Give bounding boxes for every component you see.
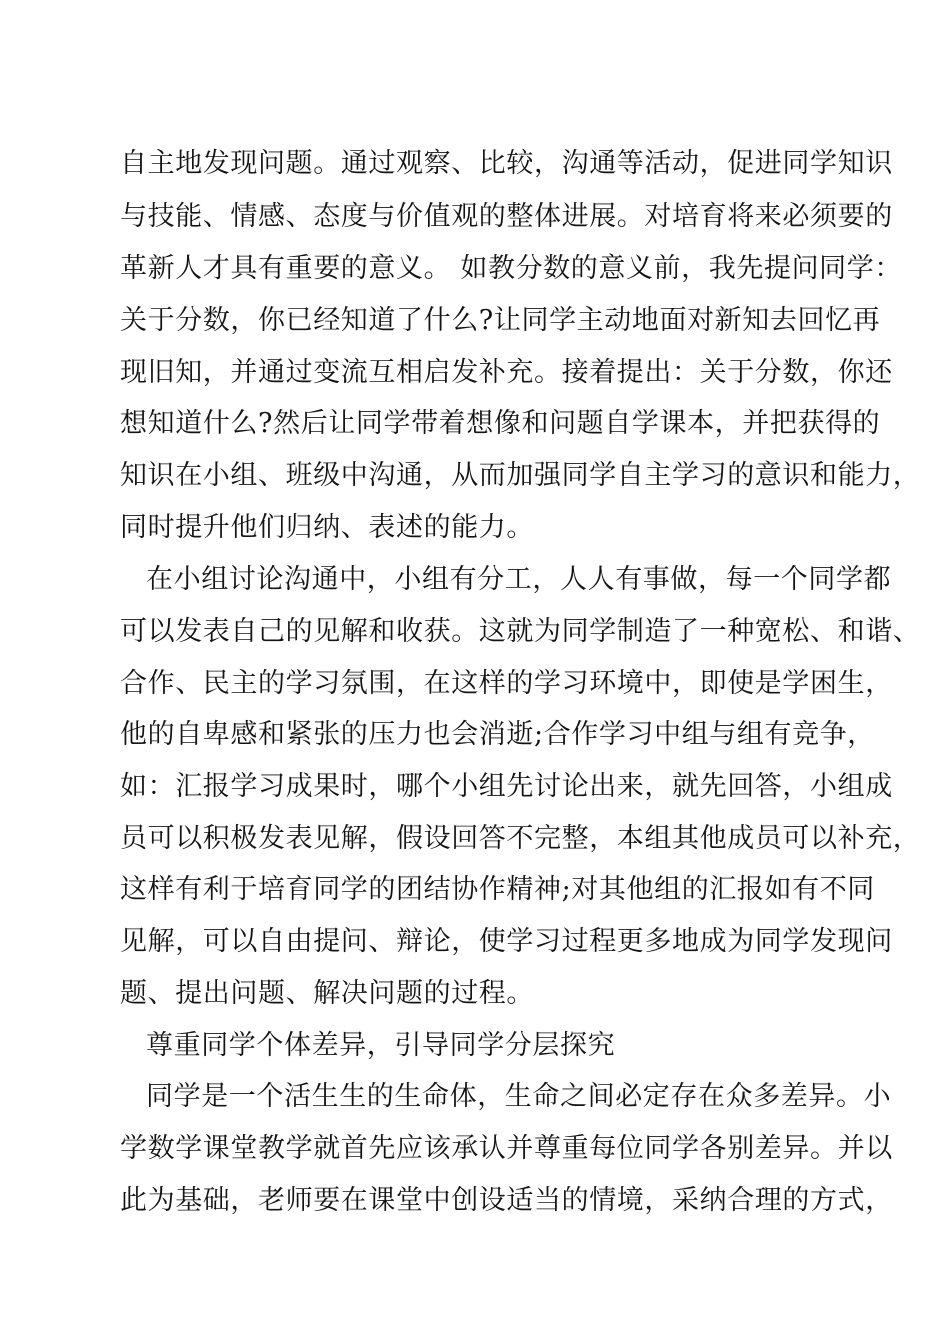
- text-line: 如：汇报学习成果时，哪个小组先讨论出来，就先回答，小组成: [120, 771, 893, 802]
- text-line: 想知道什么?然后让同学带着想像和问题自学课本，并把获得的: [120, 408, 881, 439]
- paragraph-first-line: 在小组讨论沟通中，小组有分工，人人有事做，每一个同学都: [146, 564, 892, 595]
- text-line: 同时提升他们归纳、表述的能力。: [120, 512, 534, 543]
- text-line: 革新人才具有重要的意义。 如教分数的意义前，我先提问同学：: [120, 253, 902, 284]
- text-line: 员可以积极发表见解，假设回答不完整，本组其他成员可以补充，: [120, 823, 921, 854]
- text-line: 题、提出问题、解决问题的过程。: [120, 978, 534, 1009]
- text-line: 此为基础，老师要在课堂中创设适当的情境，采纳合理的方式，: [120, 1185, 893, 1216]
- text-line: 自主地发现问题。通过观察、比较，沟通等活动，促进同学知识: [120, 148, 893, 179]
- text-line: 与技能、情感、态度与价值观的整体进展。对培育将来必须要的: [120, 201, 893, 232]
- text-line: 合作、民主的学习氛围，在这样的学习环境中，即使是学困生，: [120, 668, 893, 699]
- text-line: 见解，可以自由提问、辩论，使学习过程更多地成为同学发现问: [120, 926, 893, 957]
- text-line: 关于分数，你已经知道了什么?让同学主动地面对新知去回忆再: [120, 305, 881, 336]
- text-line: 他的自卑感和紧张的压力也会消逝;合作学习中组与组有竞争，: [120, 719, 875, 750]
- section-heading: 尊重同学个体差异，引导同学分层探究: [146, 1030, 616, 1061]
- text-line: 可以发表自己的见解和收获。这就为同学制造了一种宽松、和谐、: [120, 616, 921, 647]
- paragraph-first-line: 同学是一个活生生的生命体，生命之间必定存在众多差异。小: [146, 1081, 892, 1112]
- text-line: 学数学课堂教学就首先应该承认并尊重每位同学各别差异。并以: [120, 1133, 893, 1164]
- text-line: 现旧知，并通过变流互相启发补充。接着提出：关于分数，你还: [120, 357, 893, 388]
- text-line: 知识在小组、班级中沟通，从而加强同学自主学习的意识和能力，: [120, 460, 921, 491]
- text-line: 这样有利于培育同学的团结协作精神;对其他组的汇报如有不同: [120, 874, 875, 905]
